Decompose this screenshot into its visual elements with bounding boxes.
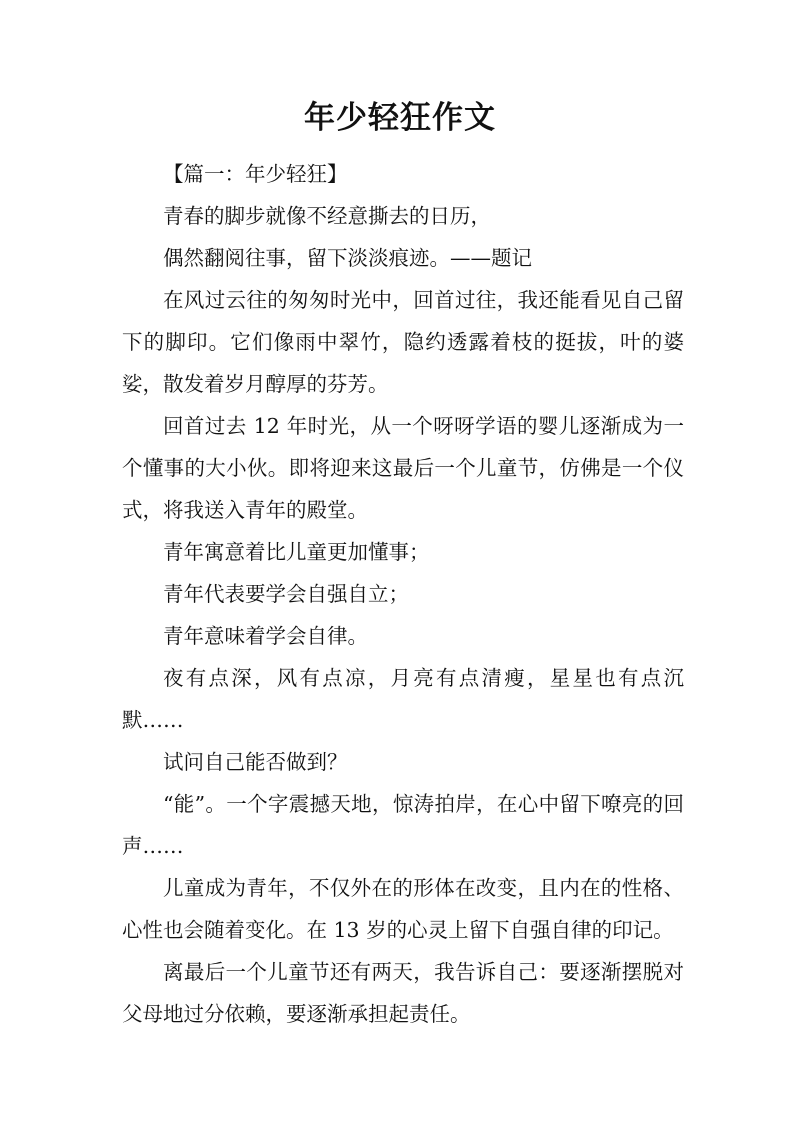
epigraph-line-2: 偶然翻阅往事，留下淡淡痕迹。——题记 [163, 246, 532, 270]
section-heading: 【篇一：年少轻狂】 [163, 162, 348, 186]
paragraph: 试问自己能否做到？ [163, 750, 348, 774]
document-title: 年少轻狂作文 [304, 100, 496, 136]
paragraph: 在风过云往的匆匆时光中，回首过往，我还能看见自己留下的脚印。它们像雨中翠竹，隐约透露着枝的挺拔，叶的婆娑，散发着岁月醇厚的芬芳。 [122, 288, 684, 396]
epigraph-line-1: 青春的脚步就像不经意撕去的日历， [163, 204, 491, 228]
paragraph: 离最后一个儿童节还有两天，我告诉自己：要逐渐摆脱对父母地过分依赖，要逐渐承担起责任。 [122, 960, 684, 1026]
paragraph: 青年代表要学会自强自立； [163, 582, 409, 606]
document-body [122, 153, 684, 1035]
paragraph: “能”。一个字震撼天地，惊涛拍岸，在心中留下嘹亮的回声…… [122, 792, 684, 858]
paragraph: 青年寓意着比儿童更加懂事； [163, 540, 430, 564]
paragraph: 儿童成为青年，不仅外在的形体在改变，且内在的性格、心性也会随着变化。在 13 岁的心灵上留下自强自律的印记。 [122, 876, 684, 942]
paragraph: 回首过去 12 年时光，从一个呀呀学语的婴儿逐渐成为一个懂事的大小伙。即将迎来这最后一个儿童节，仿佛是一个仪式，将我送入青年的殿堂。 [122, 414, 684, 522]
paragraph: 夜有点深，风有点凉，月亮有点清瘦，星星也有点沉默…… [122, 666, 684, 732]
paragraph: 青年意味着学会自律。 [163, 624, 368, 648]
